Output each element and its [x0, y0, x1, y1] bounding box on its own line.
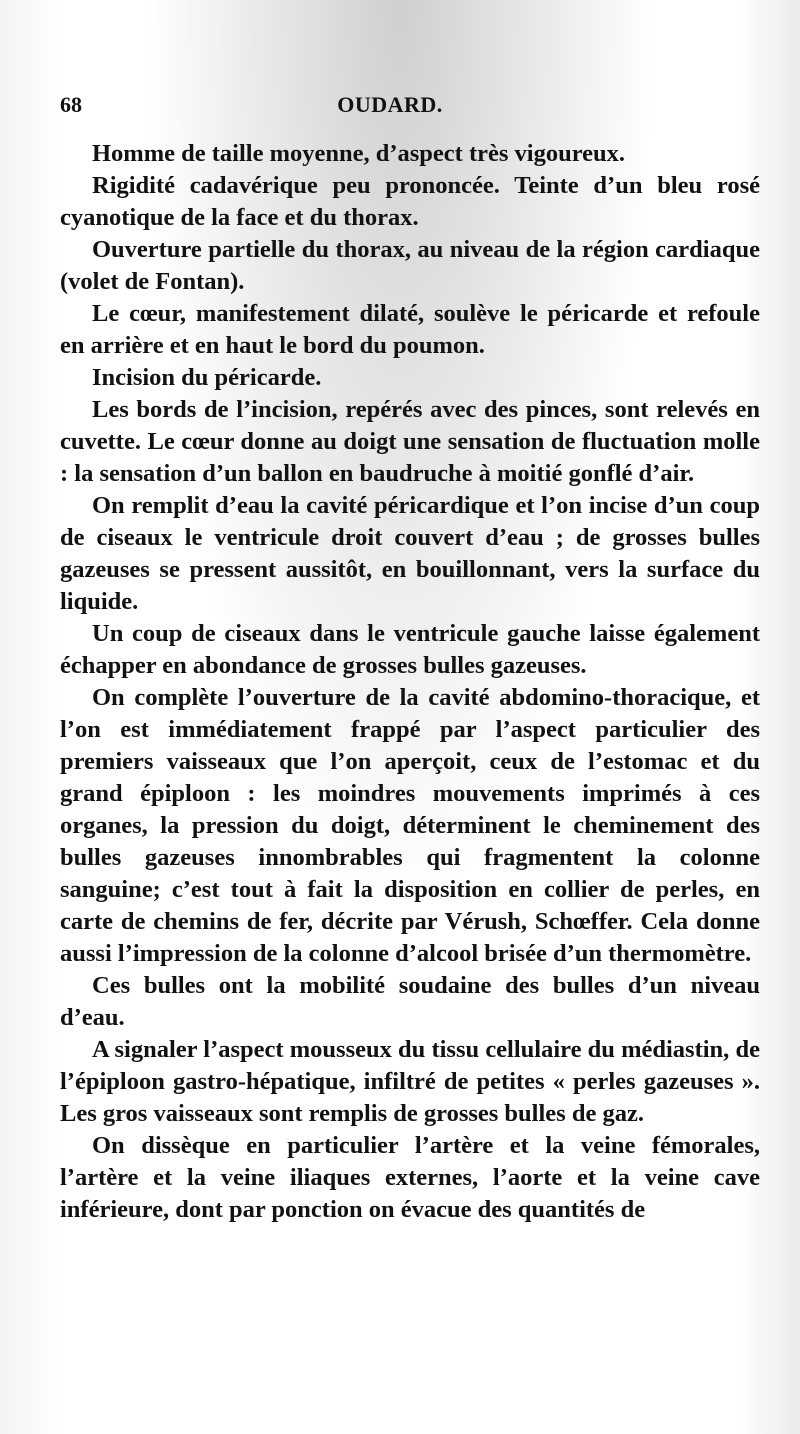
paragraph: On dissèque en particulier l’artère et la veine fémorales, l’artère et la veine iliaques externes, l’aorte et la veine cave inférieure, dont par ponction on évacue des quantités de: [60, 1132, 760, 1223]
running-head: [60, 92, 720, 122]
paragraph: Incision du péricarde.: [92, 364, 322, 391]
running-title: OUDARD.: [337, 92, 443, 117]
paragraph: On complète l’ouverture de la cavité abdomino-thoracique, et l’on est immédiatement frappé par l’aspect particulier des premiers vaisseaux que l’on aperçoit, ceux de l’estomac et du grand épiploon : les moindres mouvements imprimés à ces organes, la pression du doigt, déterminent le cheminement des bulles gazeuses innombrables qui fragmentent la colonne sanguine; c’est tout à fait la disposition en collier de perles, en carte de chemins de fer, décrite par Vérush, Schœffer. Cela donne aussi l’impression de la colonne d’alcool brisée d’un thermomètre.: [60, 684, 760, 967]
page-number: 68: [60, 92, 82, 117]
body-text: [60, 138, 760, 1226]
paragraph: A signaler l’aspect mousseux du tissu cellulaire du médiastin, de l’épiploon gastro-hépatique, infiltré de petites « perles gazeuses ». Les gros vaisseaux sont remplis de grosses bulles de gaz.: [60, 1036, 760, 1127]
paragraph: Le cœur, manifestement dilaté, soulève le péricarde et refoule en arrière et en haut le bord du poumon.: [60, 300, 760, 359]
paragraph: Ces bulles ont la mobilité soudaine des bulles d’un niveau d’eau.: [60, 972, 760, 1031]
paragraph: Rigidité cadavérique peu prononcée. Teinte d’un bleu rosé cyanotique de la face et du thorax.: [60, 172, 760, 231]
paragraph: Ouverture partielle du thorax, au niveau de la région cardiaque (volet de Fontan).: [60, 236, 760, 295]
paragraph: Les bords de l’incision, repérés avec des pinces, sont relevés en cuvette. Le cœur donne au doigt une sensation de fluctuation molle : la sensation d’un ballon en baudruche à moitié gonflé d’air.: [60, 396, 760, 487]
paragraph: Homme de taille moyenne, d’aspect très vigoureux.: [92, 140, 626, 167]
paragraph: On remplit d’eau la cavité péricardique et l’on incise d’un coup de ciseaux le ventricule droit couvert d’eau ; de grosses bulles gazeuses se pressent aussitôt, en bouillonnant, vers la surface du liquide.: [60, 492, 760, 615]
paragraph: Un coup de ciseaux dans le ventricule gauche laisse également échapper en abondance de grosses bulles gazeuses.: [60, 620, 760, 679]
